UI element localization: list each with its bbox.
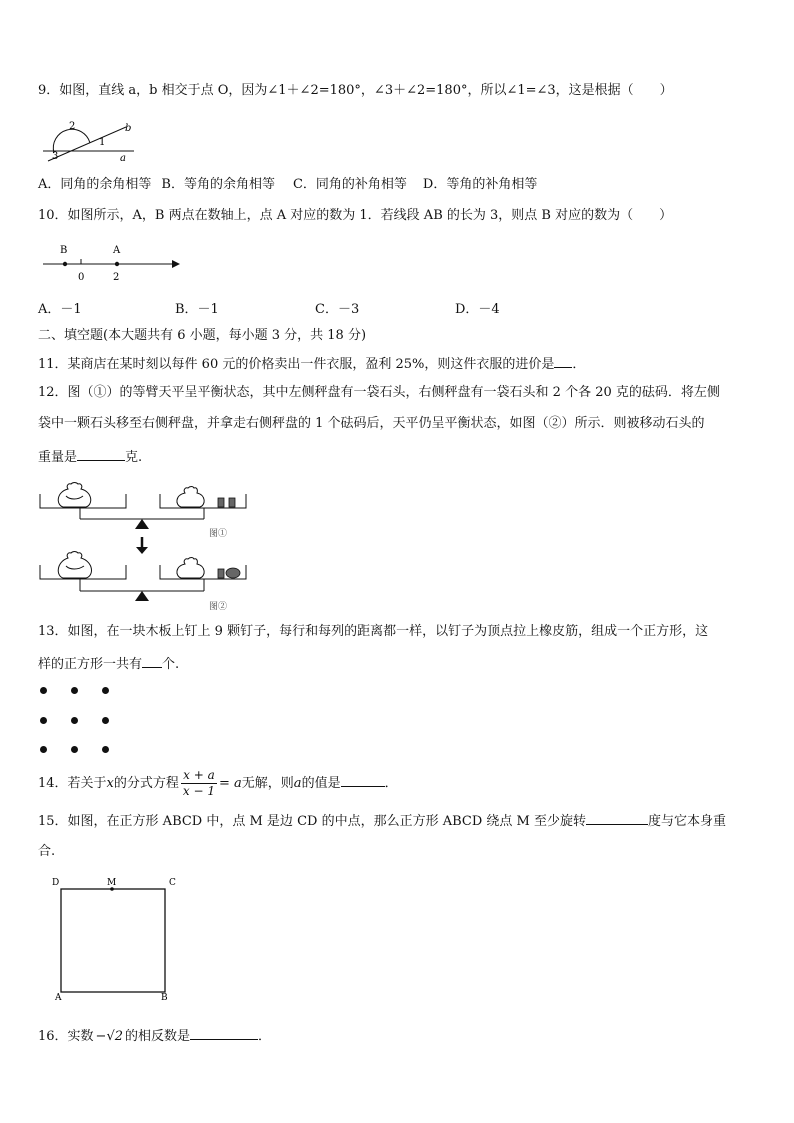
q10-option-a[interactable]: A．－1 (38, 302, 82, 317)
nail-dot (71, 746, 78, 753)
q15-line1-text: 15．如图，在正方形 ABCD 中，点 M 是边 CD 的中点，那么正方形 ABCD 绕点 M 至少旋转 (38, 814, 586, 829)
vertex-label-b: B (161, 993, 168, 1003)
q16-answer-blank[interactable] (190, 1026, 258, 1040)
nail-dot (40, 687, 47, 694)
q12-line1: 12．图（①）的等臂天平呈平衡状态，其中左侧秤盘有一袋石头，右侧秤盘有一袋石头和 2 个各 20 克的砝码．将左侧 (38, 385, 720, 400)
nail-dot (40, 717, 47, 724)
q12-line2: 袋中一颗石头移至右侧秤盘，并拿走右侧秤盘的 1 个砝码后，天平仍呈平衡状态，如图（②）所示．则被移动石头的 (38, 416, 705, 431)
q12-line3-text: 重量是 (38, 450, 78, 465)
q11-text-end: ． (572, 357, 586, 372)
q14-var-a: a (293, 776, 302, 791)
q9-figure (38, 115, 148, 165)
q16-text-1: 16．实数 (38, 1029, 94, 1044)
nail-dot (71, 717, 78, 724)
nail-dot (102, 746, 109, 753)
q13-answer-blank[interactable] (142, 654, 162, 668)
q12-balance-figure (38, 476, 278, 616)
q10-stem: 10．如图所示，A，B 两点在数轴上，点 A 对应的数为 1．若线段 AB 的长为 3，则点 B 对应的数为（ ） (38, 208, 673, 223)
q9-option-a[interactable]: A．同角的余角相等 (38, 177, 152, 192)
point-label-m: M (107, 878, 117, 888)
q10-option-b[interactable]: B．－1 (175, 302, 219, 317)
weight-icon (229, 498, 235, 507)
q15-answer-blank[interactable] (586, 811, 648, 825)
stone-bag-icon (177, 487, 204, 508)
nail-dot (102, 687, 109, 694)
q10-label-a: A (113, 245, 121, 256)
q14 (38, 767, 398, 801)
q16-text-2: 的相反数是 (125, 1029, 191, 1044)
vertex-label-d: D (52, 878, 60, 888)
figure-2-label: 图② (209, 602, 228, 612)
q9-label-2: 2 (69, 121, 76, 132)
q9-label-a: a (120, 153, 126, 164)
q11-text: 11．某商店在某时刻以每件 60 元的价格卖出一件衣服，盈利 25%，则这件衣服的进价是 (38, 357, 555, 372)
stone-icon (226, 568, 240, 578)
weight-icon (218, 498, 224, 507)
q15-line1-end: 度与它本身重 (647, 814, 726, 829)
stone-bag-icon (177, 558, 204, 579)
q15-line1 (38, 811, 726, 831)
figure-1-label: 图① (209, 529, 228, 539)
q10-tick-2: 2 (113, 272, 120, 283)
vertex-label-c: C (169, 878, 176, 888)
nail-dot (71, 687, 78, 694)
q11 (38, 354, 585, 374)
q15-line2: 合. (38, 844, 56, 859)
weight-icon (218, 569, 224, 578)
q14-text-4: 的值是 (301, 776, 341, 791)
q10-option-c[interactable]: C．－3 (315, 302, 360, 317)
q14-text-end: ． (384, 776, 398, 791)
q15-square-figure (50, 876, 190, 1006)
stone-bag-icon (58, 552, 91, 579)
nail-dot (102, 717, 109, 724)
q9-options (38, 176, 537, 194)
q13-line2 (38, 654, 179, 674)
q9-label-3: 3 (52, 151, 59, 162)
q9-option-c[interactable]: C．同角的补角相等 (292, 177, 407, 192)
q9-option-b[interactable]: B．等角的余角相等 (161, 177, 275, 192)
q16-text-end: ． (258, 1029, 272, 1044)
q10-label-b: B (60, 245, 68, 256)
q13-line2-text: 样的正方形一共有 (38, 657, 143, 672)
q9-option-d[interactable]: D．等角的补角相等 (422, 177, 538, 192)
q14-text-2: 的分式方程 (113, 776, 179, 791)
q11-answer-blank[interactable] (554, 354, 572, 368)
q10-tick-0: 0 (78, 272, 85, 283)
q9-label-1: 1 (99, 137, 106, 148)
vertex-label-a: A (55, 993, 62, 1003)
q12-line3-end: 克. (125, 450, 143, 465)
q10-number-line (38, 240, 188, 285)
q14-fraction-numerator: x + a (181, 768, 217, 784)
q10-options (38, 301, 500, 319)
q14-var-x: x (106, 776, 114, 791)
balance-2 (40, 552, 246, 613)
q14-fraction-denominator: x − 1 (182, 784, 215, 798)
q16-expression: −√2 (95, 1029, 123, 1044)
q13-line2-end: 个. (162, 657, 180, 672)
q14-fraction (181, 768, 217, 799)
balance-1 (40, 483, 246, 540)
section-2-heading: 二、填空题(本大题共有 6 小题，每小题 3 分，共 18 分) (38, 328, 367, 343)
q12-line3 (38, 447, 142, 467)
q13-line1: 13．如图，在一块木板上钉上 9 颗钉子，每行和每列的距离都一样，以钉子为顶点拉上橡皮筋，组成一个正方形，这 (38, 624, 709, 639)
q14-equals: = a (219, 776, 242, 791)
q14-text-1: 14．若关于 (38, 776, 107, 791)
nail-dot (40, 746, 47, 753)
q9-label-b: b (125, 123, 132, 134)
stone-bag-icon (58, 483, 90, 508)
q16 (38, 1026, 271, 1046)
q10-option-d[interactable]: D．－4 (455, 302, 500, 317)
q12-answer-blank[interactable] (77, 447, 125, 461)
q14-answer-blank[interactable] (341, 773, 385, 787)
q9-stem: 9．如图，直线 a，b 相交于点 O，因为∠1＋∠2=180°，∠3＋∠2=180°，所以∠1=∠3，这是根据（ ） (38, 83, 673, 98)
q14-text-3: 无解，则 (241, 776, 294, 791)
